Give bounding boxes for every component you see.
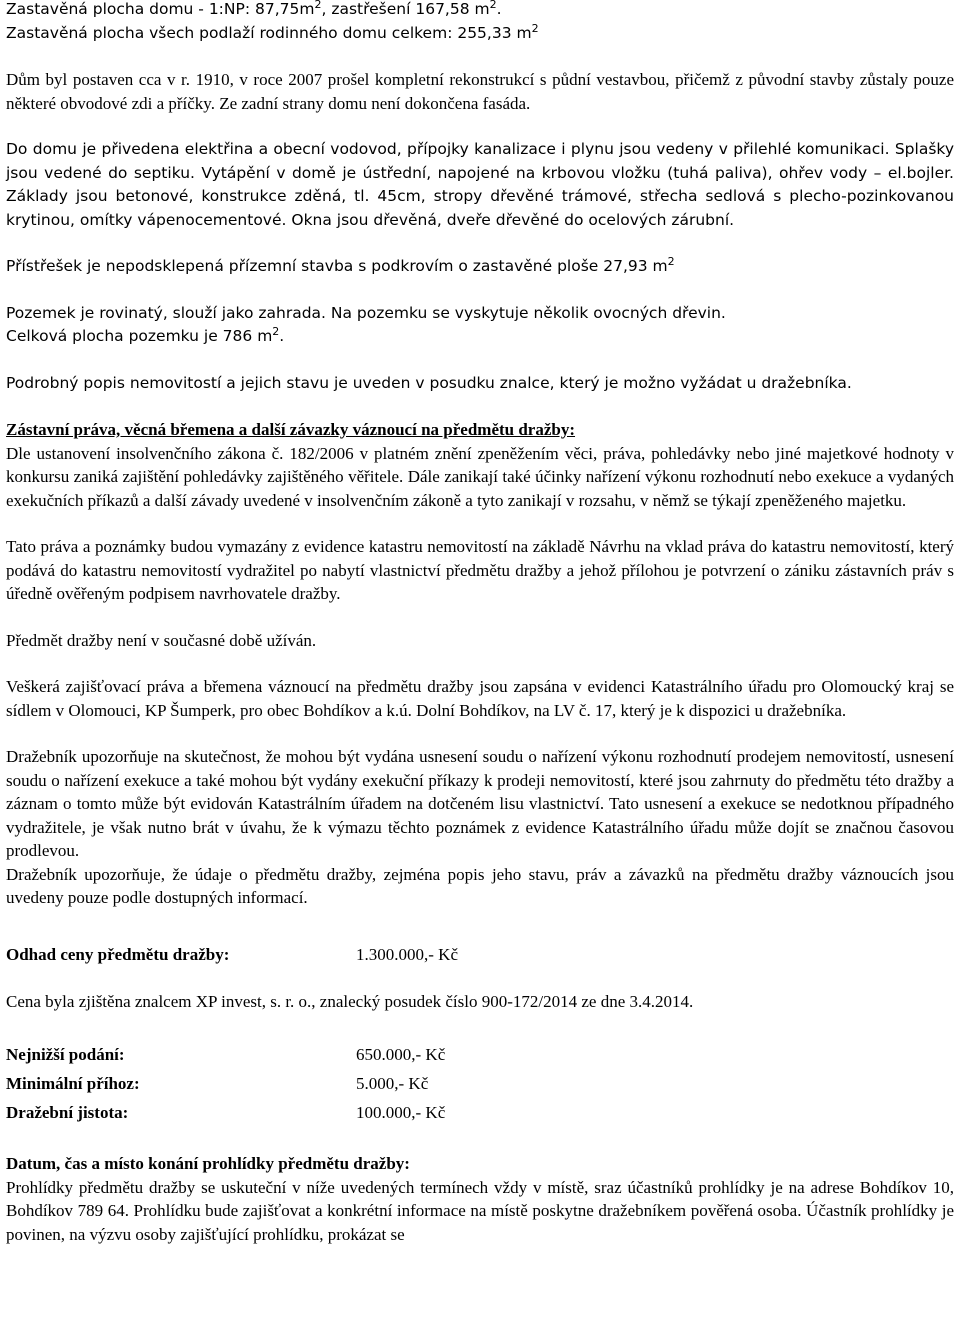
paragraph-registry: Veškerá zajišťovací práva a břemena váznoucí na předmětu dražby jsou zapsána v evidenci Katastrálního úřadu pro Olomoucký kraj se sídlem v Olomouci, KP Šumperk, pro obec Bohdíkov a k.ú. Dolní Bohdíkov, na LV č. 17, který je k dispozici u dražebníka.	[6, 677, 954, 720]
valuation-label: Odhad ceny předmětu dražby:	[6, 944, 230, 964]
built-area-text: Zastavěná plocha domu - 1:NP: 87,75m	[6, 0, 315, 18]
superscript: 2	[489, 0, 497, 11]
superscript: 2	[531, 21, 539, 35]
heading-inspection: Datum, čas a místo konání prohlídky předmětu dražby:	[6, 1154, 410, 1173]
paragraph-warning-2: Dražebník upozorňuje, že údaje o předmětu dražby, zejména popis jeho stavu, práv a závazků na předmětu dražby váznoucích jsou uvedeny pouze podle dostupných informací.	[6, 864, 954, 907]
paragraph-appraisal: Cena byla zjištěna znalcem XP invest, s. r. o., znalecký posudek číslo 900-172/2014 ze dne 3.4.2014.	[6, 991, 694, 1011]
shed-text: Přístřešek je nepodsklepená přízemní stavba s podkrovím o zastavěné ploše 27,93 m	[6, 257, 668, 275]
paragraph-utilities: Do domu je přivedena elektřina a obecní vodovod, přípojky kanalizace i plynu jsou vedeny v přilehlé komunikaci. Splašky jsou vedené do septiku. Vytápění v domě je ústřední, napojené na krbovou vložku (tuhá paliva), ohřev vody – el.bojler. Základy jsou betonové, konstrukce zděná, tl. 45cm, stropy dřevěné trámové, střecha sedlová s plecho-pozinkovanou krytinou, omítky vápenocementové. Okna jsou dřevěná, dveře dřevěné do ocelových zárubní.	[6, 140, 954, 229]
superscript: 2	[272, 324, 280, 338]
heading-liens: Zástavní práva, věcná břemena a další závazky váznoucí na předmětu dražby:	[6, 420, 576, 439]
deposit-value: 100.000,- Kč	[356, 1103, 446, 1122]
valuation-value: 1.300.000,- Kč	[356, 944, 458, 964]
land-area-text: Celková plocha pozemku je 786 m	[6, 327, 273, 345]
min-increment-value: 5.000,- Kč	[356, 1074, 429, 1093]
total-area-text: Zastavěná plocha všech podlaží rodinného domu celkem: 255,33 m	[6, 23, 532, 42]
deposit-row	[6, 1101, 954, 1130]
valuation-row	[6, 943, 954, 972]
total-area-line	[6, 22, 954, 46]
min-bid-value: 650.000,- Kč	[356, 1045, 446, 1064]
paragraph-shed	[6, 255, 954, 279]
paragraph-land-1: Pozemek je rovinatý, slouží jako zahrada. Na pozemku se vyskytuje několik ovocných dřevin.	[6, 303, 726, 322]
roof-area-text: , zastřešení 167,58 m	[321, 0, 490, 18]
period: .	[279, 327, 285, 345]
paragraph-built: Dům byl postaven cca v r. 1910, v roce 2007 prošel kompletní rekonstrukcí s půdní vestavbou, přičemž z původní stavby zůstaly pouze některé obvodové zdi a příčky. Ze zadní strany domu není dokončena fasáda.	[6, 70, 954, 113]
built-area-line	[6, 0, 954, 22]
paragraph-inspection: Prohlídky předmětu dražby se uskuteční v níže uvedených termínech vždy v místě, sraz účastníků prohlídky je na adrese Bohdíkov 10, Bohdíkov 789 64. Prohlídku bude zajišťovat a konkrétní informace na místě poskytne dražebníkem pověřená osoba. Účastník prohlídky je povinen, na výzvu osoby zajišťující prohlídku, prokázat se	[6, 1177, 954, 1244]
paragraph-not-used: Předmět dražby není v současné době užíván.	[6, 630, 317, 650]
superscript: 2	[314, 0, 322, 11]
paragraph-land-2	[6, 325, 954, 349]
superscript: 2	[667, 254, 675, 268]
paragraph-delete: Tato práva a poznámky budou vymazány z evidence katastru nemovitostí na základě Návrhu na vklad práva do katastru nemovitostí, který podává do katastru nemovitostí vydražitel po nabytí vlastnictví předmětu dražby a jehož přílohou je potvrzení o zániku zástavních práv s úředně ověřeným podpisem navrhovatele dražby.	[6, 537, 954, 603]
paragraph-liens: Dle ustanovení insolvenčního zákona č. 182/2006 v platném znění zpeněžením věci, práva, pohledávky nebo jiné majetkové hodnoty v konkursu zaniká zajištění pohledávky zajištěného věřitele. Dále zanikají také účinky nařízení výkonu rozhodnutí nebo exekuce a vydaných exekučních příkazů a další závady uvedené v insolvenčním zákoně a tyto zanikají v rozsahu, v němž se týkají zpeněženého majetku.	[6, 443, 954, 510]
deposit-label: Dražební jistota:	[6, 1103, 129, 1122]
min-increment-row	[6, 1072, 954, 1101]
period: .	[496, 0, 502, 18]
paragraph-warning-1: Dražebník upozorňuje na skutečnost, že mohou být vydána usnesení soudu o nařízení výkonu rozhodnutí prodejem nemovitostí, usnesení soudu o nařízení exekuce a také mohou být vydány exekuční příkazy k prodeji nemovitostí, které jsou zahrnuty do předmětu této dražby a záznam o tomto může být evidován Katastrálním úřadem na dotčeném lisu vlastnictví. Tato usnesení a exekuce se nedotknou případného vydražitele, je však nutno brát v úvahu, že k výmazu těchto poznámek z evidence Katastrálního úřadu může dojít se značnou časovou prodlevou.	[6, 747, 954, 860]
min-bid-row	[6, 1043, 954, 1072]
paragraph-detail: Podrobný popis nemovitostí a jejich stavu je uveden v posudku znalce, který je možno vyžádat u dražebníka.	[6, 373, 852, 392]
min-bid-label: Nejnižší podání:	[6, 1045, 125, 1064]
min-increment-label: Minimální příhoz:	[6, 1074, 140, 1093]
